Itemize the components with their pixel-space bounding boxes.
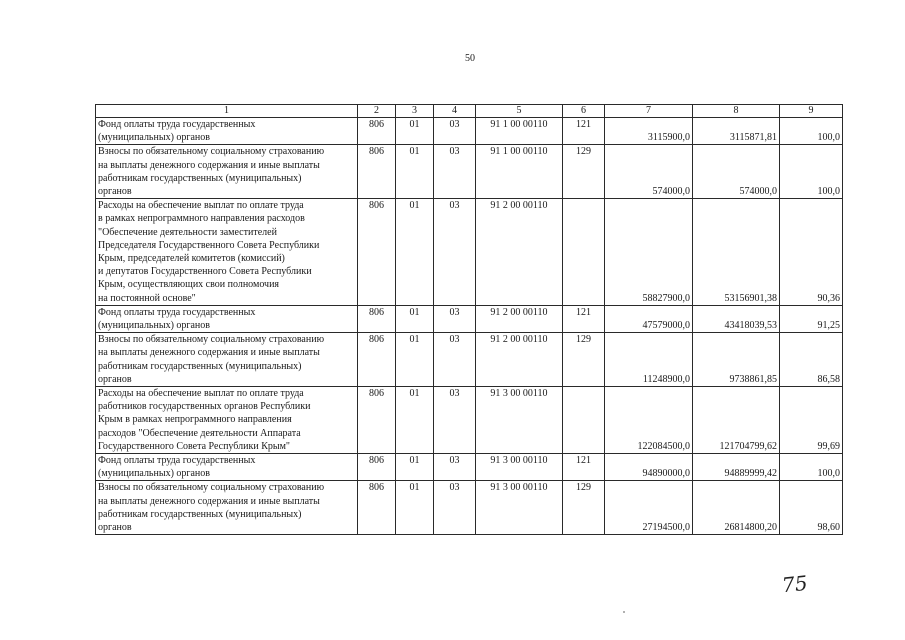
target-article-code: 91 1 00 00110 [476, 118, 563, 145]
execution-percent: 99,69 [780, 387, 843, 454]
column-header: 1 [96, 105, 358, 118]
ministry-code: 806 [358, 118, 396, 145]
ministry-code: 806 [358, 481, 396, 535]
planned-amount: 11248900,0 [605, 333, 693, 387]
column-header: 2 [358, 105, 396, 118]
ministry-code: 806 [358, 305, 396, 332]
table-row [96, 333, 843, 387]
execution-percent: 86,58 [780, 333, 843, 387]
subsection-code: 03 [434, 454, 476, 481]
target-article-code: 91 2 00 00110 [476, 305, 563, 332]
ministry-code: 806 [358, 387, 396, 454]
target-article-code: 91 1 00 00110 [476, 145, 563, 199]
ministry-code: 806 [358, 333, 396, 387]
actual-amount: 53156901,38 [693, 199, 780, 306]
budget-table [95, 104, 843, 535]
expense-type-code [563, 387, 605, 454]
row-description: Взносы по обязательному социальному страхованию на выплаты денежного содержания и иные выплаты работникам государственных (муниципальных) органов [96, 333, 358, 387]
subsection-code: 03 [434, 199, 476, 306]
target-article-code: 91 3 00 00110 [476, 481, 563, 535]
table-row [96, 305, 843, 332]
planned-amount: 27194500,0 [605, 481, 693, 535]
expense-type-code [563, 199, 605, 306]
expense-type-code: 121 [563, 118, 605, 145]
planned-amount: 47579000,0 [605, 305, 693, 332]
subsection-code: 03 [434, 305, 476, 332]
table-row [96, 145, 843, 199]
subsection-code: 03 [434, 387, 476, 454]
planned-amount: 122084500,0 [605, 387, 693, 454]
column-header: 6 [563, 105, 605, 118]
section-code: 01 [396, 145, 434, 199]
planned-amount: 3115900,0 [605, 118, 693, 145]
row-description: Взносы по обязательному социальному страхованию на выплаты денежного содержания и иные выплаты работникам государственных (муниципальных) органов [96, 145, 358, 199]
target-article-code: 91 3 00 00110 [476, 387, 563, 454]
execution-percent: 100,0 [780, 118, 843, 145]
table-row [96, 481, 843, 535]
table-header-row [96, 105, 843, 118]
expense-type-code: 121 [563, 305, 605, 332]
column-header: 4 [434, 105, 476, 118]
table-row [96, 454, 843, 481]
table-row [96, 387, 843, 454]
expense-type-code: 129 [563, 333, 605, 387]
execution-percent: 100,0 [780, 145, 843, 199]
ministry-code: 806 [358, 145, 396, 199]
row-description: Фонд оплаты труда государственных (муниципальных) органов [96, 305, 358, 332]
actual-amount: 94889999,42 [693, 454, 780, 481]
section-code: 01 [396, 333, 434, 387]
column-header: 7 [605, 105, 693, 118]
section-code: 01 [396, 454, 434, 481]
column-header: 9 [780, 105, 843, 118]
row-description: Взносы по обязательному социальному страхованию на выплаты денежного содержания и иные выплаты работникам государственных (муниципальных) органов [96, 481, 358, 535]
actual-amount: 3115871,81 [693, 118, 780, 145]
expense-type-code: 129 [563, 145, 605, 199]
execution-percent: 90,36 [780, 199, 843, 306]
subsection-code: 03 [434, 481, 476, 535]
expense-type-code: 129 [563, 481, 605, 535]
target-article-code: 91 2 00 00110 [476, 333, 563, 387]
row-description: Расходы на обеспечение выплат по оплате труда работников государственных органов Республики Крым в рамках непрограммного направления расходов "Обеспечение деятельности Аппарата Государственного Совета Республики Крым" [96, 387, 358, 454]
row-description: Фонд оплаты труда государственных (муниципальных) органов [96, 454, 358, 481]
table-row [96, 199, 843, 306]
row-description: Расходы на обеспечение выплат по оплате труда в рамках непрограммного направления расходов "Обеспечение деятельности заместителей Председателя Государственного Совета Республики Крым, председателей комитетов (комиссий) и депутатов Государственного Совета Республики Крым, осуществляющих свои полномочия на постоянной основе" [96, 199, 358, 306]
page-number: 50 [465, 53, 475, 64]
section-code: 01 [396, 199, 434, 306]
ministry-code: 806 [358, 454, 396, 481]
section-code: 01 [396, 387, 434, 454]
row-description: Фонд оплаты труда государственных (муниципальных) органов [96, 118, 358, 145]
subsection-code: 03 [434, 145, 476, 199]
table-row [96, 118, 843, 145]
execution-percent: 98,60 [780, 481, 843, 535]
scan-speck [623, 611, 625, 613]
actual-amount: 43418039,53 [693, 305, 780, 332]
subsection-code: 03 [434, 118, 476, 145]
section-code: 01 [396, 118, 434, 145]
expense-type-code: 121 [563, 454, 605, 481]
planned-amount: 58827900,0 [605, 199, 693, 306]
column-header: 5 [476, 105, 563, 118]
planned-amount: 94890000,0 [605, 454, 693, 481]
actual-amount: 26814800,20 [693, 481, 780, 535]
column-header: 3 [396, 105, 434, 118]
target-article-code: 91 2 00 00110 [476, 199, 563, 306]
execution-percent: 91,25 [780, 305, 843, 332]
section-code: 01 [396, 305, 434, 332]
actual-amount: 9738861,85 [693, 333, 780, 387]
ministry-code: 806 [358, 199, 396, 306]
actual-amount: 121704799,62 [693, 387, 780, 454]
actual-amount: 574000,0 [693, 145, 780, 199]
handwritten-signature: 75 [780, 570, 809, 598]
execution-percent: 100,0 [780, 454, 843, 481]
target-article-code: 91 3 00 00110 [476, 454, 563, 481]
planned-amount: 574000,0 [605, 145, 693, 199]
column-header: 8 [693, 105, 780, 118]
subsection-code: 03 [434, 333, 476, 387]
section-code: 01 [396, 481, 434, 535]
